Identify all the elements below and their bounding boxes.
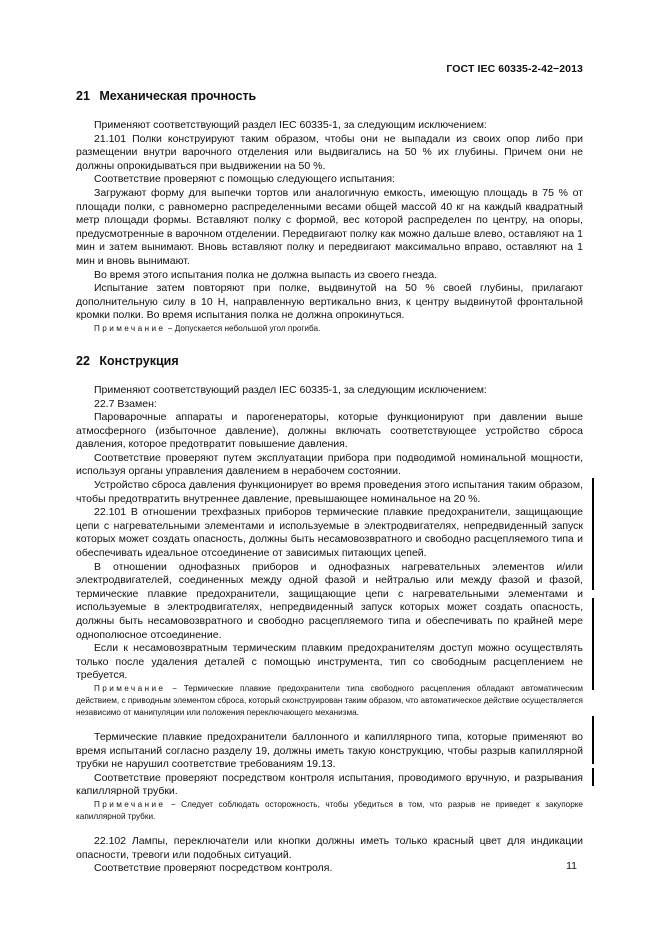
- change-bar: [592, 598, 594, 690]
- s22-paragraph-1: Применяют соответствующий раздел IEC 60335-1, за следующим исключением:: [94, 383, 487, 396]
- s21-paragraph-2: 21.101 Полки конструируют таким образом, чтобы они не выпадали из своих опор либо при размещении внутри варочного отделения или выдвигались на 50 % их глубины. Причем они не должны опрокидываться при выдвижении на 50 %.: [76, 132, 583, 172]
- s22-note-2: [76, 799, 583, 823]
- s22-note-1-text: − Термические плавкие предохранители типа свободного расцепления обладают автоматическим действием, с приводным элементом сброса, который сконструирован таким образом, что автоматическое действие осуществляется независимо от манипуляции или положения переключающего механизма.: [76, 683, 583, 717]
- section-22-title: Конструкция: [99, 353, 179, 368]
- s22-paragraph-11: 22.102 Лампы, переключатели или кнопки должны иметь только красный цвет для индикации опасности, тревоги или подобных ситуаций.: [76, 834, 583, 861]
- s21-note-label: Примечание: [94, 323, 166, 333]
- section-22-heading: [76, 353, 583, 369]
- s22-note-2-text: − Следует соблюдать осторожность, чтобы убедиться в том, что разрыв не приведет к закупорке капиллярной трубки.: [76, 799, 583, 821]
- s22-paragraph-12: Соответствие проверяют посредством контроля.: [94, 862, 333, 875]
- s21-paragraph-3: Соответствие проверяют с помощью следующего испытания:: [94, 173, 395, 186]
- s22-paragraph-10: Соответствие проверяют посредством контроля испытания, проводимого вручную, и разрывания капиллярной трубки.: [76, 771, 583, 798]
- change-bar: [592, 768, 594, 786]
- change-bar: [592, 716, 594, 764]
- standard-header: ГОСТ IEC 60335-2-42−2013: [446, 63, 583, 75]
- s21-paragraph-1: Применяют соответствующий раздел IEC 60335-1, за следующим исключением:: [94, 119, 487, 131]
- s22-paragraph-2: 22.7 Взамен:: [94, 397, 157, 410]
- s21-paragraph-5: Во время этого испытания полка не должна выпасть из своего гнезда.: [94, 268, 438, 281]
- page-content: [76, 88, 583, 876]
- s22-paragraph-3: Пароварочные аппараты и парогенераторы, которые функционируют при давлении выше атмосферного (избыточное давление), должны включать соответствующее устройство сброса давления, которое предотвратит повышение давления.: [76, 411, 583, 451]
- s22-note-1: [76, 683, 583, 719]
- s21-paragraph-4: Загружают форму для выпечки тортов или аналогичную емкость, имеющую площадь в 75 % от площади полки, с равномерно распределенными весами общей массой 40 кг на каждый квадратный метр площади формы. Вставляют полку с формой, вес которой распределен по центру, на опоры, предусмотренные в варочном отделении. Передвигают полку как можно дальше влево, оставляют на 1 мин и затем вынимают. Вновь вставляют полку и передвигают максимально вправо, оставляют на 1 мин и вновь вынимают.: [76, 186, 583, 267]
- s22-paragraph-8: Если к несамовозвратным термическим плавким предохранителям доступ можно осуществлять только после удаления деталей с помощью инструмента, тип со свободным расцеплением не требуется.: [76, 642, 583, 682]
- s21-paragraph-6: Испытание затем повторяют при полке, выдвинутой на 50 % своей глубины, прилагают дополнительную силу в 10 Н, направленную вертикально вниз, к центру выдвинутой фронтальной кромки полки. Во время испытания полка не должна опрокинуться.: [76, 282, 583, 322]
- s21-note-text: − Допускается небольшой угол прогиба.: [165, 323, 321, 333]
- s22-note-1-label: Примечание: [94, 683, 166, 693]
- section-21-number: 21: [76, 89, 90, 103]
- section-21-heading: [76, 88, 583, 104]
- s22-paragraph-9: Термические плавкие предохранители баллонного и капиллярного типа, которые применяют во время испытаний согласно разделу 19, должны иметь такую конструкцию, чтобы разрыв капиллярной трубки не нарушил соответствие требованиям 19.13.: [76, 730, 583, 771]
- s21-note: [76, 323, 583, 335]
- s22-paragraph-4: Соответствие проверяют путем эксплуатации прибора при подводимой номинальной мощности, используя органы управления давлением в нерабочем состоянии.: [76, 451, 583, 478]
- section-22-number: 22: [76, 353, 90, 368]
- s22-paragraph-5: Устройство сброса давления функционирует во время проведения этого испытания таким образом, чтобы предотвратить внутреннее давление, превышающее номинальное на 20 %.: [76, 479, 583, 505]
- section-21-title: Механическая прочность: [99, 89, 257, 103]
- s22-paragraph-6: 22.101 В отношении трехфазных приборов термические плавкие предохранители, защищающие цепи с нагревательными элементами и используемые в электродвигателях, непредвиденный запуск которых может создать опасность, должны быть несамовозвратного и свободно расцепляемого типа и обеспечивать идеальное отсоединение от зависимых питающих цепей.: [76, 506, 583, 560]
- change-bar: [592, 478, 594, 590]
- s22-paragraph-7: В отношении однофазных приборов и однофазных нагревательных элементов и/или электродвигателей, соединенных между одной фазой и нейтралью или между фазой и фазой, термические плавкие предохранители, защищающие цепи с нагревательными элементами и используемые в электродвигателях, непредвиденный запуск которых может создать опасность, должны быть несамовозвратного и свободно расцепляемого типа и обеспечивать по крайней мере однополюсное отсоединение.: [76, 560, 583, 641]
- s22-note-2-label: Примечание: [94, 799, 166, 809]
- page-number: 11: [566, 860, 577, 872]
